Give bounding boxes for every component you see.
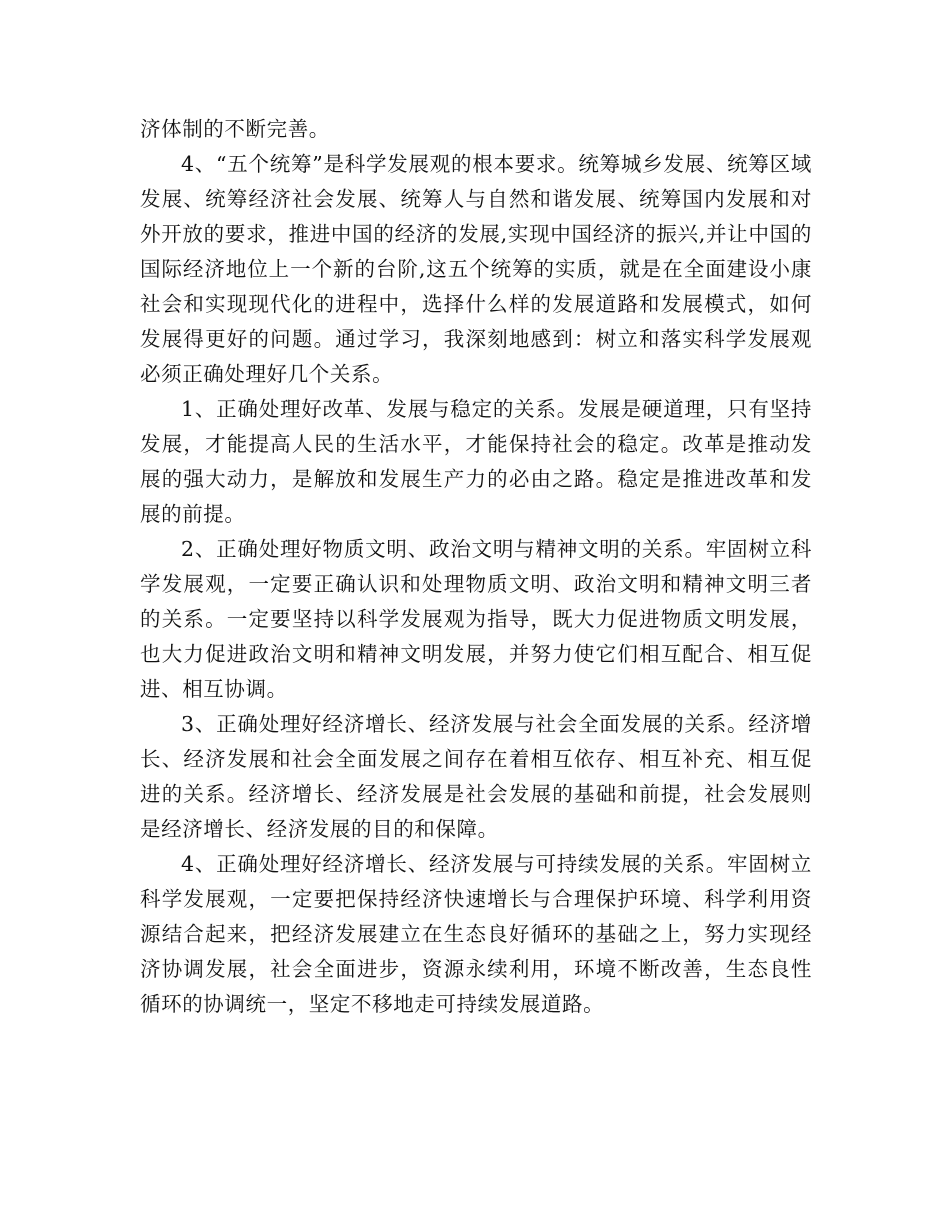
paragraph-three-civilizations: 2、正确处理好物质文明、政治文明与精神文明的关系。牢固树立科学发展观，一定要正确认识和处理物质文明、政治文明和精神文明三者的关系。一定要坚持以科学发展观为指导，既大力促进物质文明发展，也大力促进政治文明和精神文明发展，并努力使它们相互配合、相互促进、相互协调。 — [140, 537, 812, 701]
document-body — [140, 112, 812, 1022]
paragraph-sustainable-development: 4、正确处理好经济增长、经济发展与可持续发展的关系。牢固树立科学发展观，一定要把保持经济快速增长与合理保护环境、科学利用资源结合起来，把经济发展建立在生态良好循环的基础之上，努力实现经济协调发展，社会全面进步，资源永续利用，环境不断改善，生态良性循环的协调统一，坚定不移地走可持续发展道路。 — [140, 852, 812, 1016]
paragraph-five-coordinations: 4、“五个统筹”是科学发展观的根本要求。统筹城乡发展、统筹区域发展、统筹经济社会发展、统筹人与自然和谐发展、统筹国内发展和对外开放的要求，推进中国的经济的发展,实现中国经济的振兴,并让中国的国际经济地位上一个新的台阶,这五个统筹的实质，就是在全面建设小康社会和实现现代化的进程中，选择什么样的发展道路和发展模式，如何发展得更好的问题。通过学习，我深刻地感到：树立和落实科学发展观必须正确处理好几个关系。 — [140, 152, 812, 386]
paragraph-continuation: 济体制的不断完善。 — [140, 117, 330, 141]
paragraph-reform-development-stability: 1、正确处理好改革、发展与稳定的关系。发展是硬道理，只有坚持发展，才能提高人民的生活水平，才能保持社会的稳定。改革是推动发展的强大动力，是解放和发展生产力的必由之路。稳定是推进改革和发展的前提。 — [140, 397, 812, 526]
paragraph-growth-social-development: 3、正确处理好经济增长、经济发展与社会全面发展的关系。经济增长、经济发展和社会全面发展之间存在着相互依存、相互补充、相互促进的关系。经济增长、经济发展是社会发展的基础和前提，社会发展则是经济增长、经济发展的目的和保障。 — [140, 712, 812, 841]
